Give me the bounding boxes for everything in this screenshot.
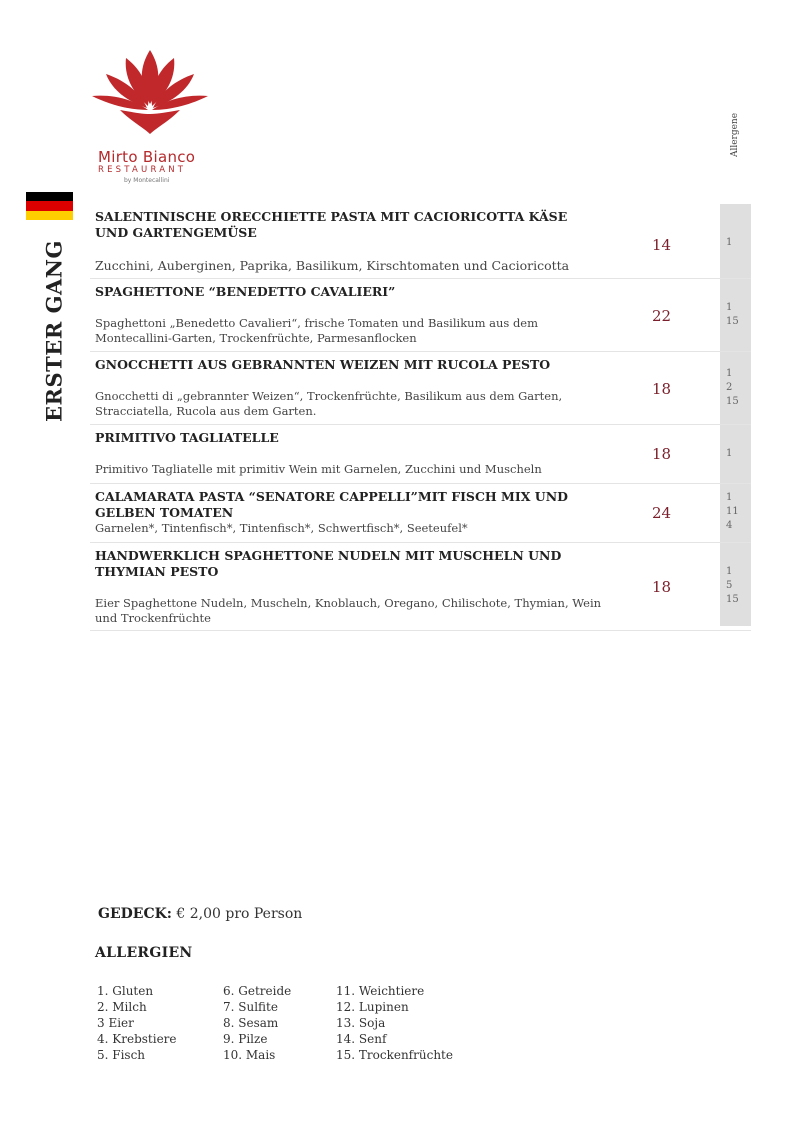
brand-name: Mirto Bianco xyxy=(98,148,196,166)
item-title: HANDWERKLICH SPAGHETTONE NUDELN MIT MUSCHELN UND THYMIAN PESTO xyxy=(95,548,562,579)
item-title: CALAMARATA PASTA “SENATORE CAPPELLI”MIT FISCH MIX UND GELBEN TOMATEN xyxy=(95,489,568,520)
item-allergens: 1 5 15 xyxy=(726,566,739,605)
menu-item xyxy=(90,543,751,631)
brand-by: by Montecallini xyxy=(124,177,170,184)
menu-item xyxy=(90,279,751,352)
allergen-list-item: 10. Mais xyxy=(223,1048,276,1062)
item-price: 22 xyxy=(652,307,672,325)
gedeck-line xyxy=(98,906,302,922)
allergen-list-item: 1. Gluten xyxy=(97,984,154,998)
item-title: SPAGHETTONE “BENEDETTO CAVALIERI” xyxy=(95,284,396,299)
item-title: PRIMITIVO TAGLIATELLE xyxy=(95,430,279,445)
allergen-list-item: 15. Trockenfrüchte xyxy=(336,1048,453,1062)
item-title: GNOCCHETTI AUS GEBRANNTEN WEIZEN MIT RUCOLA PESTO xyxy=(95,357,551,372)
item-title: SALENTINISCHE ORECCHIETTE PASTA MIT CACIORICOTTA KÄSE UND GARTENGEMÜSE xyxy=(95,209,568,240)
allergen-list-item: 12. Lupinen xyxy=(336,1000,409,1014)
allergen-list-item: 2. Milch xyxy=(97,1000,147,1014)
item-allergens: 1 11 4 xyxy=(726,492,739,531)
section-title: ERSTER GANG xyxy=(41,240,67,422)
allergen-list-item: 4. Krebstiere xyxy=(97,1032,177,1046)
lotus-icon xyxy=(90,48,210,138)
allergen-list-item: 8. Sesam xyxy=(223,1016,279,1030)
item-description: Primitivo Tagliatelle mit primitiv Wein mit Garnelen, Zucchini und Muscheln xyxy=(95,462,542,476)
item-price: 24 xyxy=(652,504,672,522)
gedeck-text: € 2,00 pro Person xyxy=(176,906,303,922)
allergen-list-item: 3 Eier xyxy=(97,1016,134,1030)
allergen-list-item: 5. Fisch xyxy=(97,1048,146,1062)
allergen-list-column xyxy=(97,983,177,1063)
allergen-list-item: 6. Getreide xyxy=(223,984,292,998)
item-allergens: 1 15 xyxy=(726,302,739,327)
gedeck-label: GEDECK: xyxy=(98,906,172,922)
allergen-list-item: 13. Soja xyxy=(336,1016,386,1030)
allergen-list-item: 14. Senf xyxy=(336,1032,387,1046)
menu-item xyxy=(90,352,751,425)
lotus-logo xyxy=(88,48,212,138)
item-price: 18 xyxy=(652,380,672,398)
brand-block xyxy=(98,148,195,184)
menu-list xyxy=(90,204,751,631)
item-description: Eier Spaghettone Nudeln, Muscheln, Knoblauch, Oregano, Chilischote, Thymian, Wein und Trockenfrüchte xyxy=(95,596,602,625)
allergien-title: ALLERGIEN xyxy=(95,945,193,961)
item-description: Garnelen*, Tintenfisch*, Tintenfisch*, Schwertfisch*, Seeteufel* xyxy=(95,521,468,535)
allergen-list-column xyxy=(223,983,291,1063)
item-allergens: 1 2 15 xyxy=(726,368,739,407)
menu-item xyxy=(90,425,751,484)
menu-item xyxy=(90,204,751,279)
item-description: Gnocchetti di „gebrannter Weizen“, Trockenfrüchte, Basilikum aus dem Garten, Stracciatella, Rucola aus dem Garten. xyxy=(95,389,563,418)
menu-item xyxy=(90,484,751,543)
item-description: Zucchini, Auberginen, Paprika, Basilikum, Kirschtomaten und Cacioricotta xyxy=(95,258,570,273)
allergen-list-item: 7. Sulfite xyxy=(223,1000,278,1014)
item-price: 14 xyxy=(652,236,672,254)
brand-subtitle: RESTAURANT xyxy=(98,165,187,175)
item-description: Spaghettoni „Benedetto Cavalieri“, frische Tomaten und Basilikum aus dem Montecallini-Garten, Trockenfrüchte, Parmesanflocken xyxy=(95,316,539,345)
item-price: 18 xyxy=(652,578,672,596)
allergen-list-item: 11. Weichtiere xyxy=(336,984,425,998)
item-allergens: 1 xyxy=(726,237,733,248)
item-allergens: 1 xyxy=(726,448,733,459)
allergene-header: Allergene xyxy=(730,112,740,158)
allergen-list-column xyxy=(336,983,453,1063)
allergen-list-item: 9. Pilze xyxy=(223,1032,268,1046)
item-price: 18 xyxy=(652,445,672,463)
